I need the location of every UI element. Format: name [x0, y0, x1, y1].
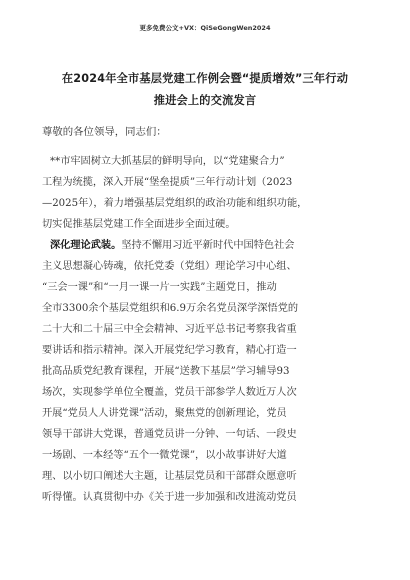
section-line: 批高品质党纪教育课程，开展“送教下基层”学习辅导93: [42, 366, 290, 377]
document-title-line-1: 在2024年全市基层党建工作例会暨“提质增效”三年行动: [61, 72, 349, 85]
intro-line: 切实促推基层党建工作全面进步全面过硬。: [42, 219, 236, 230]
salutation: 尊敬的各位领导，同志们：: [42, 126, 167, 138]
intro-line: 工程为统揽，深入开展“堡垒提质”三年行动计划（2023: [42, 177, 293, 188]
section-line: 领导干部讲大党课，普通党员讲一分钟、一句话、一段史: [42, 429, 297, 440]
section-line: 主义思想凝心铸魂，依托党委（党组）理论学习中心组、: [42, 261, 297, 272]
section-line: 要讲话和指示精神。深入开展党纪学习教育，精心打造一: [42, 345, 297, 356]
document-title-line-2: 推进会上的交流发言: [153, 94, 257, 107]
section-line: “三会一课”和“一月一课一片一实践”主题党日，推动: [42, 282, 277, 293]
section-heading: 深化理论武装。: [50, 239, 122, 251]
section-line: 一场剧、一本经等“五个一微党课”，以小故事讲好大道: [42, 450, 287, 461]
section-line: 场次，实现参学单位全覆盖，党员干部参学人数近万人次: [42, 387, 297, 398]
section-line: 开展“党员人人讲党课”活动，聚焦党的创新理论，党员: [42, 408, 287, 419]
intro-line: **市牢固树立大抓基层的鲜明导向，以“党建聚合力”: [50, 156, 285, 167]
header-note: 更多免费公文+VX：QiSeGongWen2024: [139, 24, 271, 32]
section-line: 全市3300余个基层党组织和6.9万余名党员深学深悟党的: [42, 303, 299, 314]
section-line: 坚持不懈用习近平新时代中国特色社会: [121, 240, 295, 251]
section-line: 理、以小切口阐述大主题，让基层党员和干部群众愿意听: [42, 471, 297, 482]
section-line: 二十大和二十届三中全会精神、习近平总书记考察我省重: [42, 324, 297, 335]
section-first-line: [50, 236, 378, 251]
intro-line: —2025年），着力增强基层党组织的政治功能和组织功能，: [42, 198, 308, 209]
section-line: 听得懂。认真贯彻中办《关于进一步加强和改进流动党员: [42, 492, 297, 503]
